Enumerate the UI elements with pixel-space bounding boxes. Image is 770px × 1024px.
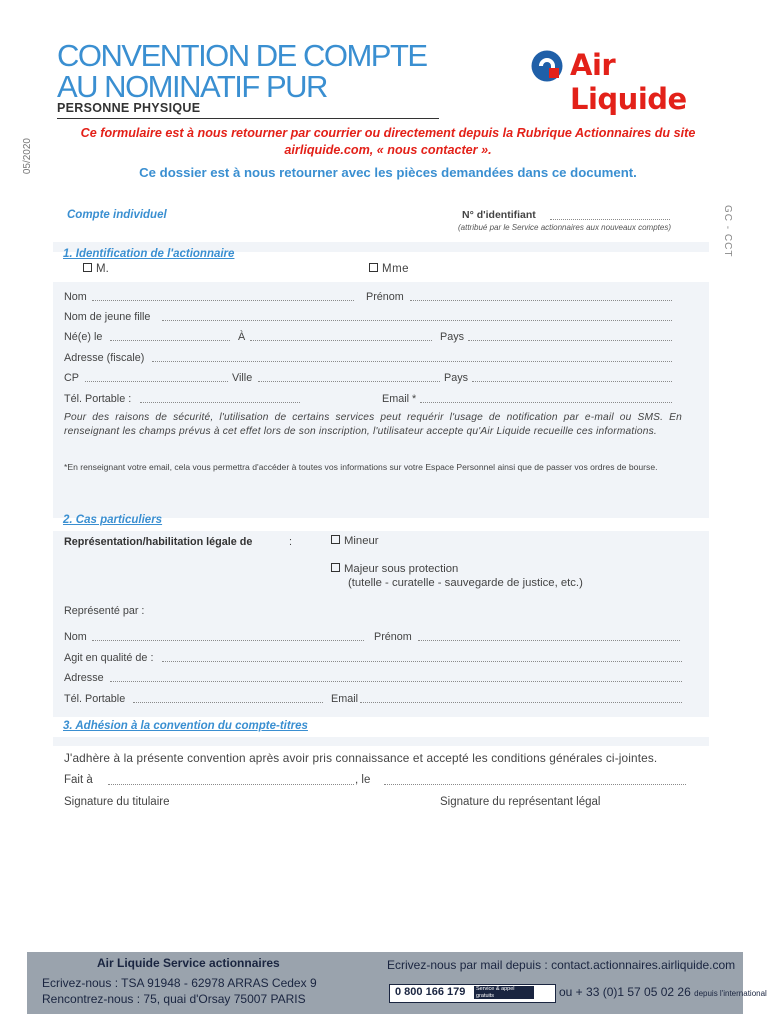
documents-notice: Ce dossier est à nous retourner avec les pièces demandées dans ce document. (139, 165, 637, 180)
rep-email-label: Email (331, 693, 358, 705)
nom-jeune-fille-field[interactable] (162, 320, 672, 321)
date-label: , le (355, 774, 371, 786)
cp-label: CP (64, 372, 79, 384)
page-subtitle: PERSONNE PHYSIQUE (57, 101, 201, 115)
birth-date-label: Né(e) le (64, 331, 103, 343)
prenom-label: Prénom (366, 291, 404, 303)
birth-place-label: À (238, 331, 246, 343)
ville-field[interactable] (258, 381, 440, 382)
date-field[interactable] (384, 784, 686, 785)
rep-prenom-field[interactable] (418, 640, 680, 641)
section2-panel (53, 531, 709, 717)
footer-service-name: Air Liquide Service actionnaires (97, 956, 280, 970)
section3-top-rule (53, 737, 709, 746)
represente-par-label: Représenté par : (64, 605, 145, 617)
footer-postal (42, 976, 317, 990)
footer-postal-address: TSA 91948 - 62978 ARRAS Cedex 9 (121, 976, 317, 990)
footer-intl-number: ou + 33 (0)1 57 05 02 26 (559, 985, 691, 999)
security-notice: Pour des raisons de sécurité, l'utilisation de certains services peut requérir l'usage de notification par e-mail ou SMS. En renseignant les champs prévus à cet effet lors de son inscription, l'utilisateur accepte qu'Air Liquide recueille ces informations. (64, 412, 682, 437)
return-instructions-line1: Ce formulaire est à nous retourner par courrier ou directement depuis la Rubrique Actionnaires du site (80, 126, 696, 140)
adresse-label: Adresse (fiscale) (64, 352, 145, 364)
checkbox-mme[interactable] (369, 263, 378, 272)
footer-phone-box[interactable] (389, 984, 556, 1003)
title-option-mme[interactable] (369, 263, 409, 275)
email-footnote: *En renseignant votre email, cela vous permettra d'accéder à toutes vos informations sur votre Espace Personnel ainsi que de passer vos ordres de bourse. (64, 462, 658, 472)
tel-label: Tél. Portable : (64, 393, 132, 405)
checkbox-mineur[interactable] (331, 535, 340, 544)
footer-postal-label: Ecrivez-nous : (42, 976, 119, 990)
footer-mail-link[interactable]: contact.actionnaires.airliquide.com (551, 958, 736, 972)
identifier-note: (attribué par le Service actionnaires aux nouveaux comptes) (458, 223, 671, 232)
majeur-label: Majeur sous protection (344, 563, 459, 575)
identifier-field[interactable] (550, 219, 670, 220)
footer-contact-bar (27, 952, 767, 1014)
ville-label: Ville (232, 372, 253, 384)
rep-tel-label: Tél. Portable (64, 693, 126, 705)
footer-intl-note: depuis l'international (694, 989, 767, 998)
rep-email-field[interactable] (360, 702, 682, 703)
nom-field[interactable] (92, 300, 354, 301)
fait-a-field[interactable] (108, 784, 354, 785)
agit-field[interactable] (162, 661, 682, 662)
email-field[interactable] (420, 402, 672, 403)
rep-adresse-label: Adresse (64, 672, 104, 684)
page-title-line1: CONVENTION DE COMPTE (57, 38, 427, 73)
logo-text: Air Liquide (570, 48, 687, 116)
mineur-option[interactable] (331, 535, 379, 547)
signature-representant-area[interactable] (440, 815, 690, 935)
prenom-field[interactable] (410, 300, 672, 301)
birth-date-field[interactable] (110, 340, 230, 341)
footer-visit (42, 992, 306, 1006)
fait-a-label: Fait à (64, 774, 93, 786)
form-reference: GC - CCT (722, 205, 733, 258)
mineur-label: Mineur (344, 535, 379, 547)
majeur-option[interactable] (331, 563, 458, 575)
rep-tel-field[interactable] (133, 702, 323, 703)
email-label: Email * (382, 393, 417, 405)
section2-heading: 2. Cas particuliers (63, 514, 163, 526)
footer-mail-label: Ecrivez-nous par mail depuis : (387, 958, 548, 972)
checkbox-majeur[interactable] (331, 563, 340, 572)
return-instructions-line2: airliquide.com, « nous contacter ». (284, 143, 492, 157)
subtitle-rule (57, 118, 439, 119)
footer-intl (559, 985, 767, 999)
section3-heading: 3. Adhésion à la convention du compte-titres (63, 720, 308, 732)
footer-phone-number: 0 800 166 179 (395, 986, 466, 998)
form-date: 05/2020 (22, 138, 33, 175)
account-type-label: Compte individuel (67, 209, 167, 221)
rep-adresse-field[interactable] (110, 681, 682, 682)
representation-colon: : (289, 536, 292, 548)
title-option-m-label: M. (96, 263, 109, 275)
nom-label: Nom (64, 291, 87, 303)
air-liquide-logo (530, 44, 720, 116)
signature-titulaire-label: Signature du titulaire (64, 796, 170, 808)
representation-label: Représentation/habilitation légale de (64, 536, 253, 548)
rep-prenom-label: Prénom (374, 631, 412, 643)
footer-mail (387, 958, 735, 972)
majeur-detail: (tutelle - curatelle - sauvegarde de justice, etc.) (348, 577, 583, 589)
return-instructions (58, 125, 718, 159)
rep-nom-field[interactable] (92, 640, 364, 641)
cp-field[interactable] (85, 381, 228, 382)
page-title-line2: AU NOMINATIF PUR (57, 69, 327, 104)
footer-phone-tag: Service & appel gratuits (474, 986, 534, 999)
footer-visit-label: Rencontrez-nous : (42, 992, 141, 1006)
adhesion-statement: J'adhère à la présente convention après avoir pris connaissance et accepté les conditions générales ci-jointes. (64, 751, 658, 765)
pays-field[interactable] (472, 381, 672, 382)
title-option-m[interactable] (83, 263, 109, 275)
section1-heading: 1. Identification de l'actionnaire (63, 248, 235, 260)
signature-representant-label: Signature du représentant légal (440, 796, 601, 808)
adresse-field[interactable] (152, 361, 672, 362)
rep-nom-label: Nom (64, 631, 87, 643)
agit-label: Agit en qualité de : (64, 652, 154, 664)
identifier-label: N° d'identifiant (462, 209, 536, 221)
pays-label: Pays (444, 372, 469, 384)
birth-country-field[interactable] (468, 340, 672, 341)
section1-panel (53, 282, 709, 518)
birth-place-field[interactable] (250, 340, 432, 341)
title-option-mme-label: Mme (382, 263, 410, 275)
logo-mark-icon (530, 49, 564, 83)
birth-country-label: Pays (440, 331, 465, 343)
footer-visit-address: 75, quai d'Orsay 75007 PARIS (143, 992, 306, 1006)
tel-field[interactable] (140, 402, 300, 403)
signature-titulaire-area[interactable] (64, 815, 364, 935)
checkbox-m[interactable] (83, 263, 92, 272)
nom-jeune-fille-label: Nom de jeune fille (64, 311, 151, 323)
